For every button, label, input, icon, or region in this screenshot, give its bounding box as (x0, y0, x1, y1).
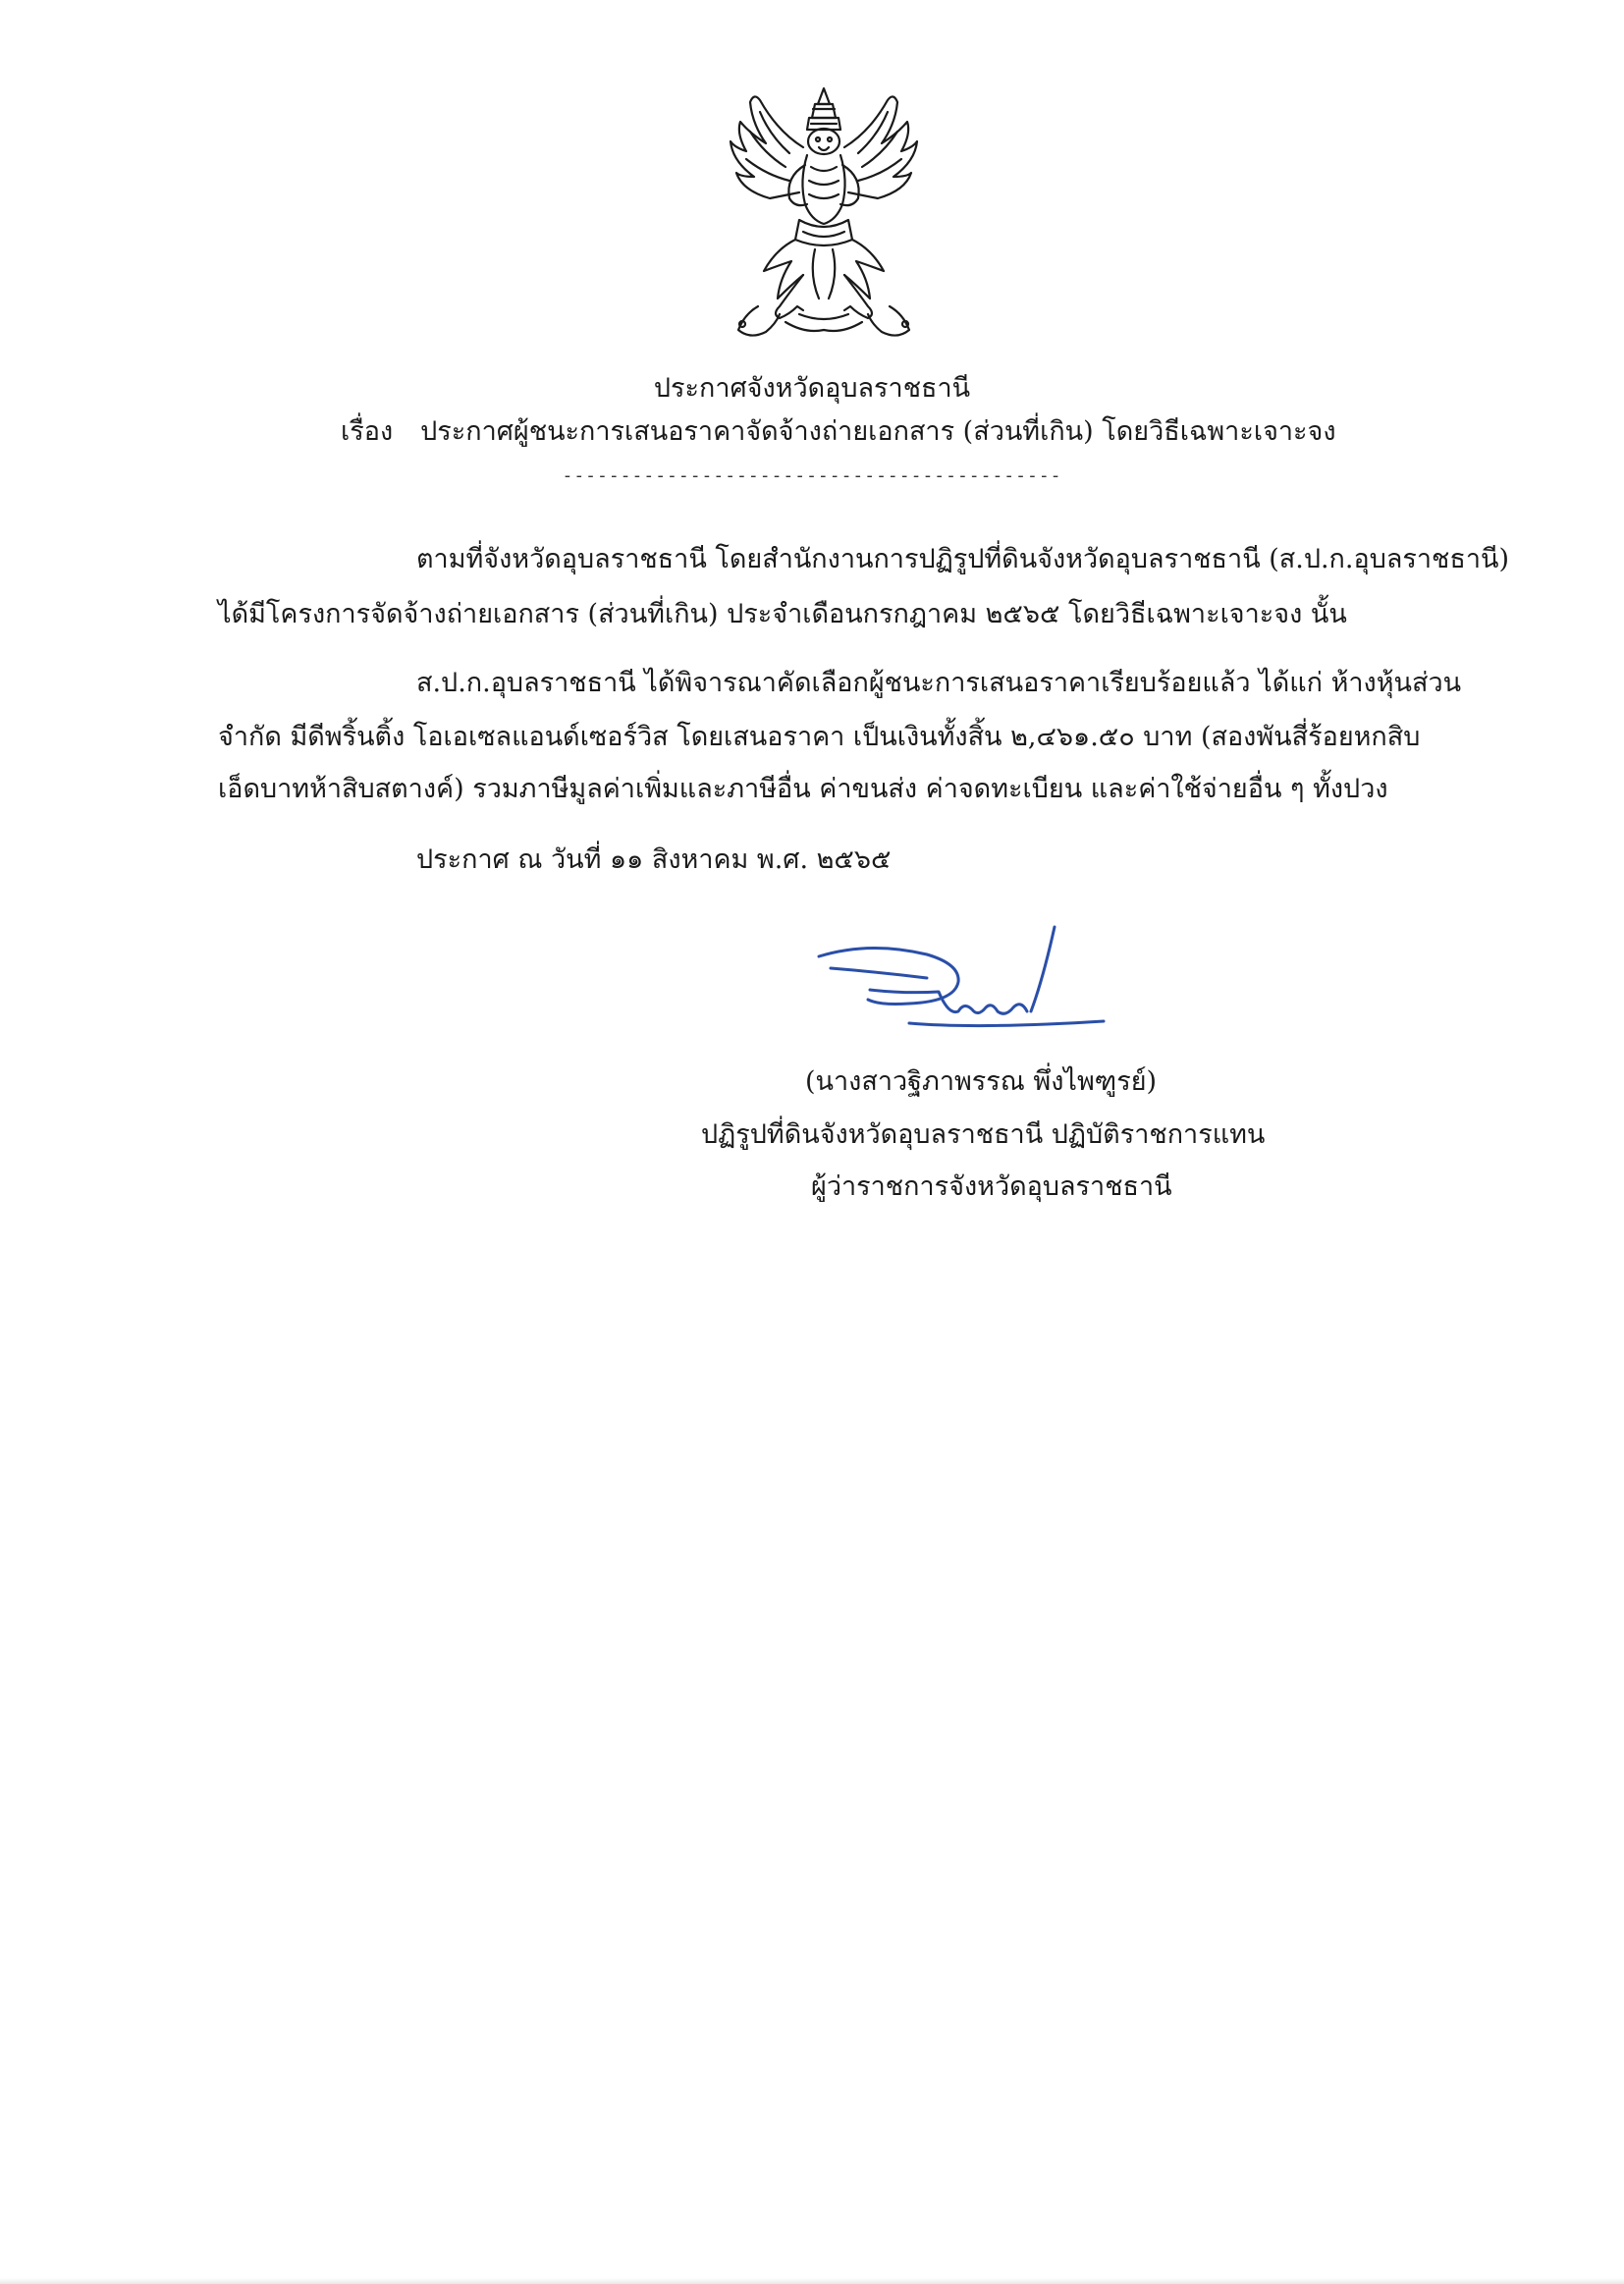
paragraph-2-line-3: เอ็ดบาทห้าสิบสตางค์) รวมภาษีมูลค่าเพิ่มและภาษีอื่น ค่าขนส่ง ค่าจดทะเบียน และค่าใช้จ่ายอื่น ๆ ทั้งปวง (218, 774, 1388, 804)
document-subject (341, 412, 1336, 452)
announce-date: ประกาศ ณ วันที่ ๑๑ สิงหาคม พ.ศ. ๒๕๖๕ (416, 844, 892, 875)
title-divider: ------------------------------------------- (562, 465, 1062, 486)
garuda-emblem-icon (721, 82, 927, 348)
scan-edge (0, 2278, 1624, 2284)
paragraph-1-line-2: ได้มีโครงการจัดจ้างถ่ายเอกสาร (ส่วนที่เกิน) ประจำเดือนกรกฎาคม ๒๕๖๕ โดยวิธีเฉพาะเจาะจง นั้น (218, 599, 1347, 629)
handwritten-signature-icon (811, 921, 1115, 1049)
signatory-position-1: ปฏิรูปที่ดินจังหวัดอุบลราชธานี ปฏิบัติราชการแทน (701, 1119, 1266, 1150)
signatory-name: (นางสาวฐิภาพรรณ พึ่งไพฑูรย์) (805, 1066, 1158, 1097)
subject-label: เรื่อง (341, 416, 394, 447)
signatory-position-2: ผู้ว่าราชการจังหวัดอุบลราชธานี (811, 1171, 1172, 1202)
subject-text: ประกาศผู้ชนะการเสนอราคาจัดจ้างถ่ายเอกสาร (ส่วนที่เกิน) โดยวิธีเฉพาะเจาะจง (420, 416, 1336, 447)
paragraph-2-line-2: จำกัด มีดีพริ้นติ้ง โอเอเซลแอนด์เซอร์วิส โดยเสนอราคา เป็นเงินทั้งสิ้น ๒,๔๖๑.๕๐ บาท (สองพันสี่ร้อยหกสิบ (218, 722, 1421, 752)
paragraph-2-line-1: ส.ป.ก.อุบลราชธานี ได้พิจารณาคัดเลือกผู้ชนะการเสนอราคาเรียบร้อยแล้ว ได้แก่ ห้างหุ้นส่วน (416, 668, 1462, 698)
paragraph-1-line-1: ตามที่จังหวัดอุบลราชธานี โดยสำนักงานการปฏิรูปที่ดินจังหวัดอุบลราชธานี (ส.ป.ก.อุบลราชธานี) (416, 544, 1509, 574)
document-heading: ประกาศจังหวัดอุบลราชธานี (653, 373, 971, 404)
